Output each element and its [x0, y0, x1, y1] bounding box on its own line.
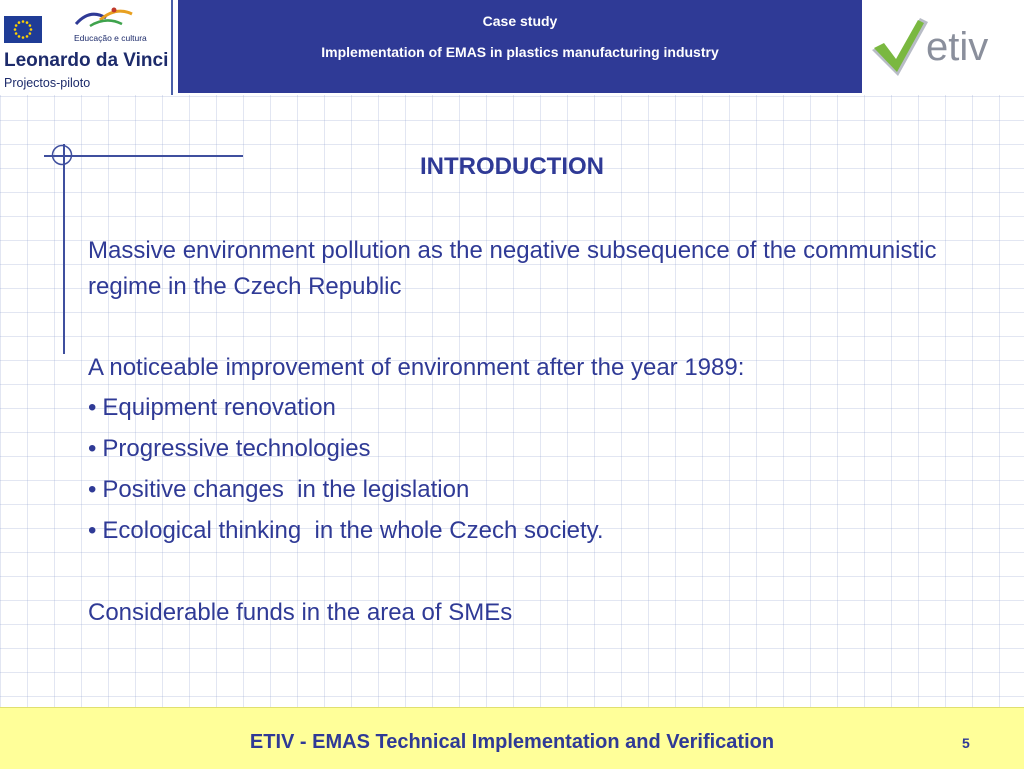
title-banner	[178, 0, 862, 93]
etiv-wordmark: etiv	[926, 25, 989, 69]
bullet-item	[88, 390, 604, 431]
footer-text: ETIV - EMAS Technical Implementation and Verification	[249, 731, 775, 753]
bullet-item	[88, 431, 604, 472]
etiv-logo	[866, 0, 1024, 95]
check-mark-icon	[868, 14, 1018, 80]
bullet-text: Equipment renovation	[102, 394, 336, 421]
slide-footer	[0, 707, 1024, 769]
slide-header	[0, 0, 1024, 95]
improvement-paragraph: A noticeable improvement of environment after the year 1989:	[88, 354, 745, 381]
bullet-marker: •	[88, 435, 97, 462]
bullet-marker: •	[88, 517, 97, 544]
improvement-bullet-list	[88, 390, 604, 554]
bullet-item	[88, 472, 604, 513]
bullet-item	[88, 513, 604, 554]
banner-title: Case study	[482, 13, 558, 29]
leonardo-emblem-icon	[70, 4, 140, 32]
eu-flag-icon	[4, 16, 42, 43]
program-subtitle: Projectos-piloto	[4, 76, 91, 90]
funds-paragraph: Considerable funds in the area of SMEs	[88, 599, 513, 626]
bullet-text: Ecological thinking in the whole Czech society.	[102, 517, 604, 544]
leonardo-da-vinci-logo	[0, 0, 172, 95]
bullet-text: Progressive technologies	[102, 435, 371, 462]
bullet-text: Positive changes in the legislation	[102, 476, 470, 503]
page-number: 5	[962, 735, 970, 751]
program-tag: Educação e cultura	[74, 33, 147, 43]
intro-paragraph: Massive environment pollution as the negative subsequence of the communistic regime in the Czech Republic	[88, 237, 937, 300]
header-divider	[171, 0, 173, 95]
bullet-marker: •	[88, 394, 97, 421]
section-title: INTRODUCTION	[420, 153, 604, 180]
program-title: Leonardo da Vinci	[4, 50, 169, 71]
bullet-marker: •	[88, 476, 97, 503]
banner-subtitle: Implementation of EMAS in plastics manufacturing industry	[321, 44, 719, 60]
